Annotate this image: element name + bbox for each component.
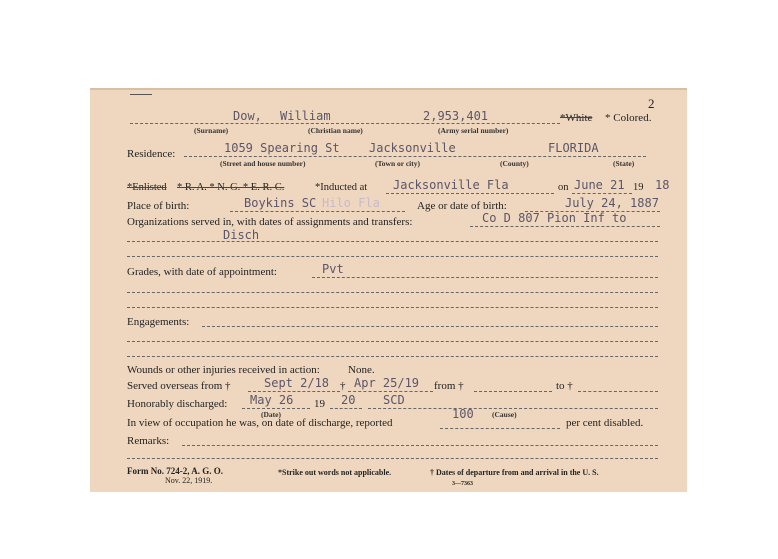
overseas-label: Served overseas from † xyxy=(127,380,231,392)
grades-label: Grades, with date of appointment: xyxy=(127,266,277,278)
strike-note: *Strike out words not applicable. xyxy=(278,468,392,477)
grades-value: Pvt xyxy=(322,262,344,276)
on-label: on xyxy=(558,182,569,193)
form-date: Nov. 22, 1919. xyxy=(165,476,213,485)
label-serial: (Army serial number) xyxy=(438,126,509,135)
label-county: (County) xyxy=(500,159,529,168)
name-line xyxy=(130,123,560,124)
serial-value: 2,953,401 xyxy=(423,109,489,123)
inducted-date-line xyxy=(572,193,632,194)
organizations-label: Organizations served in, with dates of assignments and transfers: xyxy=(127,216,413,228)
enlisted-struck: *Enlisted xyxy=(127,182,167,193)
inducted-label: *Inducted at xyxy=(315,182,368,193)
overseas-to2-label: to † xyxy=(556,380,573,392)
street-value: 1059 Spearing St xyxy=(224,141,340,155)
organizations-line1-value: Co D 807 Pion Inf to xyxy=(482,211,627,225)
discharge-cause-line xyxy=(368,408,658,409)
wounds-value: None. xyxy=(348,364,375,376)
overseas-to-mark: † xyxy=(340,380,346,392)
wounds-label: Wounds or other injuries received in action: xyxy=(127,364,320,376)
christian-name-value: William xyxy=(280,109,331,123)
birth-date-value: July 24, 1887 xyxy=(565,196,659,210)
birth-date-label: Age or date of birth: xyxy=(417,200,507,212)
form-number: Form No. 724-2, A. G. O. xyxy=(127,466,223,476)
discharge-cause-value: SCD xyxy=(383,393,405,407)
label-street: (Street and house number) xyxy=(220,159,306,168)
surname-value: Dow, xyxy=(233,109,262,123)
discharge-date-line xyxy=(242,408,310,409)
service-record-card xyxy=(90,88,687,492)
inducted-place-line xyxy=(386,193,554,194)
grades-line1 xyxy=(312,277,658,278)
grades-line3 xyxy=(127,307,658,308)
organizations-line2 xyxy=(127,241,658,242)
remarks-line1 xyxy=(182,445,658,446)
town-value: Jacksonville xyxy=(369,141,456,155)
engagements-line1 xyxy=(202,326,658,327)
organizations-line3 xyxy=(127,256,658,257)
label-town: (Town or city) xyxy=(375,159,420,168)
label-christian-name: (Christian name) xyxy=(308,126,363,135)
engagements-line3 xyxy=(127,356,658,357)
overseas-to2-line xyxy=(578,391,658,392)
overseas-to-date: Apr 25/19 xyxy=(354,376,420,390)
service-options-struck: * R. A. * N. G. * E. R. C. xyxy=(177,182,285,193)
overseas-to-line xyxy=(348,391,433,392)
birth-place-label: Place of birth: xyxy=(127,200,190,212)
overseas-from2-line xyxy=(474,391,552,392)
inducted-year-prefix: 19 xyxy=(633,182,644,193)
residence-line xyxy=(184,156,646,157)
birth-place-line xyxy=(230,211,405,212)
organizations-line1 xyxy=(470,226,660,227)
engagements-line2 xyxy=(127,341,658,342)
state-value: FLORIDA xyxy=(548,141,599,155)
discharge-label: Honorably discharged: xyxy=(127,398,228,410)
discharge-year-line xyxy=(330,408,362,409)
label-discharge-cause: (Cause) xyxy=(492,410,517,419)
disability-end-label: per cent disabled. xyxy=(566,417,644,429)
inducted-place-value: Jacksonville Fla xyxy=(393,178,509,192)
print-code: 3—7363 xyxy=(452,481,473,487)
discharge-date-value: May 26 xyxy=(250,393,294,407)
residence-label: Residence: xyxy=(127,148,176,160)
dates-note: † Dates of departure from and arrival in the U. S. xyxy=(430,468,599,477)
top-tick xyxy=(130,94,152,95)
discharge-year-prefix: 19 xyxy=(314,398,325,410)
overseas-from-line xyxy=(248,391,340,392)
birth-place-value: Boykins SC xyxy=(244,196,317,210)
race-white-struck: *White xyxy=(560,112,593,124)
organizations-line2-value: Disch xyxy=(223,228,260,242)
remarks-label: Remarks: xyxy=(127,435,170,447)
remarks-line2 xyxy=(127,458,658,459)
label-discharge-date: (Date) xyxy=(261,410,281,419)
inducted-date-value: June 21 xyxy=(574,178,625,192)
overseas-from2-label: from † xyxy=(434,380,464,392)
inducted-year-value: 18 xyxy=(655,178,670,192)
grades-line2 xyxy=(127,292,658,293)
discharge-year-value: 20 xyxy=(341,393,356,407)
race-colored: * Colored. xyxy=(605,112,652,124)
engagements-label: Engagements: xyxy=(127,316,190,328)
birth-place-struck: Hilo Fla xyxy=(322,196,380,210)
disability-percent-value: 100 xyxy=(452,407,474,421)
disability-label: In view of occupation he was, on date of discharge, reported xyxy=(127,417,393,429)
overseas-from-date: Sept 2/18 xyxy=(264,376,330,390)
label-state: (State) xyxy=(613,159,635,168)
label-surname: (Surname) xyxy=(194,126,229,135)
page-number: 2 xyxy=(648,96,655,111)
disability-percent-line xyxy=(440,428,560,429)
